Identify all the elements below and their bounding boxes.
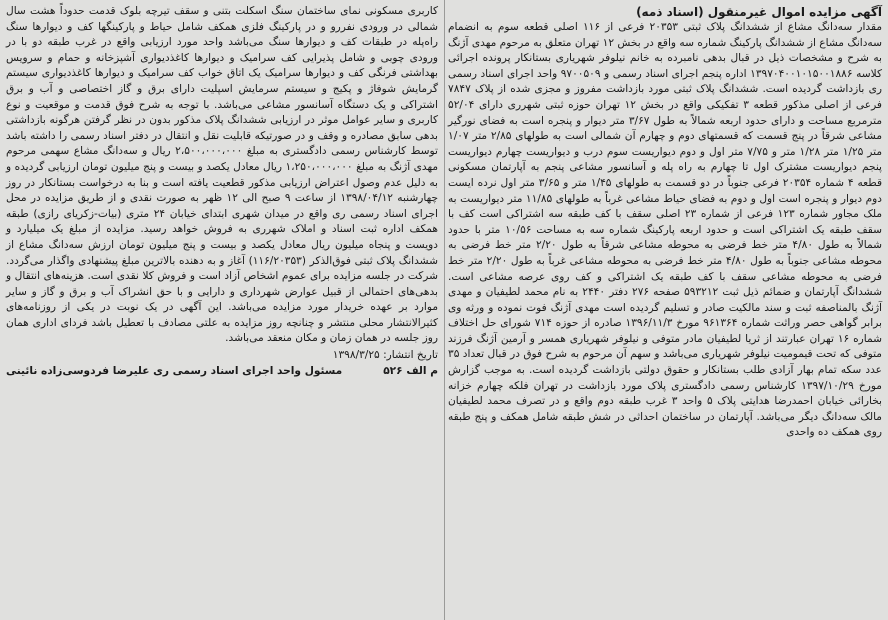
column-divider <box>444 0 445 620</box>
notice-right-column <box>448 4 882 441</box>
notice-body-right: مقدار سه‌دانگ مشاع از ششدانگ پلاک ثبتی ۲۰۳۵۳ فرعی از ۱۱۶ اصلی قطعه سوم به انضمام سه‌دانگ مشاع از ششدانگ پارکینگ شماره سه واقع در بخش ۱۲ تهران متعلق به مرحوم مهدی آژنگ به شرح و مشخصات ذیل در قبال بدهی نامبرده به خانم نیلوفر شهریاری بستانکار پرونده اجرائی کلاسه ۱۳۹۷۰۴۰۰۱۰۱۵۰۰۱۸۸۶ اداره پنجم اجرای اسناد رسمی و ۹۷۰۰۵۰۹ واحد اجرای اسناد رسمی ری بازداشت گردیده است. ششدانگ پلاک ثبتی مورد بازداشت مفروز و مجزی شده از پلاک ۷۸۴۷ فرعی از اصلی مذکور قطعه ۳ تفکیکی واقع در بخش ۱۲ تهران حوزه ثبتی شهرری دارای ۵۲/۰۴ مترمربع مساحت و دارای حدود اربعه شمالاً به طول ۳/۶۷ متر دیوار و پنجره است به فضای نورگیر مشاعی شرقاً در پنج قسمت که قسمتهای دوم و چهارم آن شمالی است به طولهای ۲/۸۵ متر ۱/۰۷ متر ۱/۲۵ متر ۱/۲۸ متر و ۷/۷۵ متر اول و دوم دیواریست سوم درب و دیواریست چهارم دیواریست پنجم دیواریست مشترک اول تا چهارم به راه پله و آسانسور مشاعی پنجم به آپارتمان مسکونی قطعه ۴ شماره ۲۰۳۵۴ فرعی جنوباً در دو قسمت به طولهای ۱/۴۵ متر و ۳/۶۵ متر اول نرده ایست دوم دیوار و پنجره است اول و دوم به فضای حیاط مشاعی غرباً به طولهای ۱۱/۸۵ متر دیواریست به ملک مجاور شماره ۱۲۳ فرعی از شماره ۲۳ اصلی سقف با کف طبقه سه اشتراکی است کف با سقف طبقه یک اشتراکی است و حدود اربعه پارکینگ شماره سه به مساحت ۱۰/۵۶ متر با حدود شمالاً به طول ۴/۸۰ متر خط فرضی به محوطه مشاعی شرقاً به طول ۲/۲۰ متر خط فرضی به محوطه مشاعی جنوباً به طول ۴/۸۰ متر خط فرضی به محوطه مشاعی غرباً به طول ۲/۲۰ متر خط فرضی به محوطه مشاعی سقف با کف طبقه یک اشتراکی و کف روی عرصه مشاعی است. ششدانگ آپارتمان و ضمائم ذیل ثبت ۵۹۳۲۱۲ صفحه ۲۷۶ دفتر ۲۴۴۰ به نام محمد لطیفیان و مهدی آژنگ بالمناصفه ثبت و سند مالکیت صادر و تسلیم گردیده است مهدی آژنگ فوت نموده و ورثه وی برابر گواهی حصر وراثت شماره ۹۶۱۳۶۴ مورخ ۱۳۹۶/۱۱/۳ صادره از حوزه ۷۱۴ شورای حل اختلاف شماره ۱۶ تهران عبارتند از ثریا لطیفیان مادر متوفی و نیلوفر شهریاری همسر و آرمین آژنگ فرزند متوفی که تحت قیمومیت نیلوفر شهریاری می‌باشد و سهم آن مرحوم به شرح فوق در قبال تعداد ۳۵ عدد سکه تمام بهار آزادی طلب بستانکار و حقوق دولتی بازداشت گردیده است. به موجب گزارش مورخ ۱۳۹۷/۱۰/۲۹ کارشناس رسمی دادگستری پلاک مورد بازداشت در تهران فلکه چهارم خزانه بخارائی خیابان احمدرضا هدایتی پلاک ۵ واحد ۳ غرب طبقه دوم واقع و در تصرف محمد لطیفیان مالک سه‌دانگ دیگر می‌باشد. آپارتمان در ساختمان احداثی در شش طبقه شامل همکف و پنج طبقه روی همکف ده واحدی <box>448 21 883 439</box>
reference-code: م الف ۵۲۶ <box>383 364 438 377</box>
notice-body-left: کاربری مسکونی نمای ساختمان سنگ اسکلت بتنی و سقف تیرچه بلوک قدمت حدوداً هشت سال شمالی در ورودی نفررو و در پارکینگ فلزی همکف شامل حیاط و پارکینگها کف و دیوارها سنگ راه‌پله در طبقات کف و دیوارها سنگ می‌باشد واحد مورد ارزیابی واقع در غرب طبقه دو با در ورودی چوبی و شامل پذیرایی کف سرامیک و دیوارها کاغذدیواری آشپزخانه و حمام و سرویس بهداشتی فرنگی کف و دیوارها سرامیک یک اتاق خواب کف سرامیک و دیوارها کاغذدیواری سیستم گرمایش شوفاژ و پکیج و سیستم سرمایش اسپلیت دارای برق و گاز اختصاصی و آب و برق اشتراکی و یک دستگاه آسانسور مشاعی می‌باشد. با توجه به شرح فوق قدمت و موقعیت و نوع کاربری و سایر عوامل موثر در ارزیابی ششدانگ پلاک مذکور بدون در نظر گرفتن هرگونه بازداشتی بدهی سابق مصادره و وقف و در صورتیکه قابلیت نقل و انتقال در دفتر اسناد رسمی را داشته باشد توسط کارشناس رسمی دادگستری به مبلغ ۲،۵۰۰،۰۰۰،۰۰۰ ریال و سه‌دانگ مشاع سهمی مرحوم مهدی آژنگ به مبلغ ۱،۲۵۰،۰۰۰،۰۰۰ ریال معادل یکصد و بیست و پنج میلیون تومان ارزیابی گردیده و به دلیل عدم وصول اعتراض ارزیابی مذکور قطعیت یافته است و بنا به درخواست بستانکار در روز چهارشنبه ۱۳۹۸/۰۴/۱۲ از ساعت ۹ صبح الی ۱۲ ظهر به صورت نقدی و از طریق مزایده در محل اجرای اسناد رسمی ری واقع در میدان شهری ابتدای خیابان ۲۴ متری (بیات-زکریای رازی) طبقه همکف اداره ثبت اسناد و املاک شهرری به فروش خواهد رسید. مزایده از مبلغ یک میلیارد و دویست و پنجاه میلیون ریال معادل یکصد و بیست و پنج میلیون تومان ارزش سه‌دانگ مشاع از ششدانگ پلاک ثبتی فوق‌الذکر (۱۱۶/۲۰۳۵۳) آغاز و به دهنده بالاترین مبلغ پیشنهادی واگذار می‌گردد. شرکت در جلسه مزایده برای عموم اشخاص آزاد است و فروش کلا نقدی است. هزینه‌های انتقال و بدهی‌های احتمالی از قبیل عوارض شهرداری و دارایی و با حق انشراک آب و برق و گاز و سایر موارد بر عهده خریدار مورد مزایده می‌باشد. این آگهی در یک نوبت در یکی از روزنامه‌های کثیرالانتشار محلی منتشر و چنانچه روز مزایده به علتی مصادف با تعطیل باشد فردای اداری همان روز جلسه در همان زمان و مکان منعقد می‌باشد. <box>6 5 438 345</box>
signature: مسئول واحد اجرای اسناد رسمی ری علیرضا فردوسی‌زاده نائینی <box>6 364 343 377</box>
notice-title: آگهی مزایده اموال غیرمنقول (اسناد ذمه) <box>636 5 882 19</box>
notice-left-column <box>6 4 438 379</box>
publication-date: تاریخ انتشار: ۱۳۹۸/۳/۲۵ <box>332 349 438 362</box>
signature-row <box>6 364 438 380</box>
